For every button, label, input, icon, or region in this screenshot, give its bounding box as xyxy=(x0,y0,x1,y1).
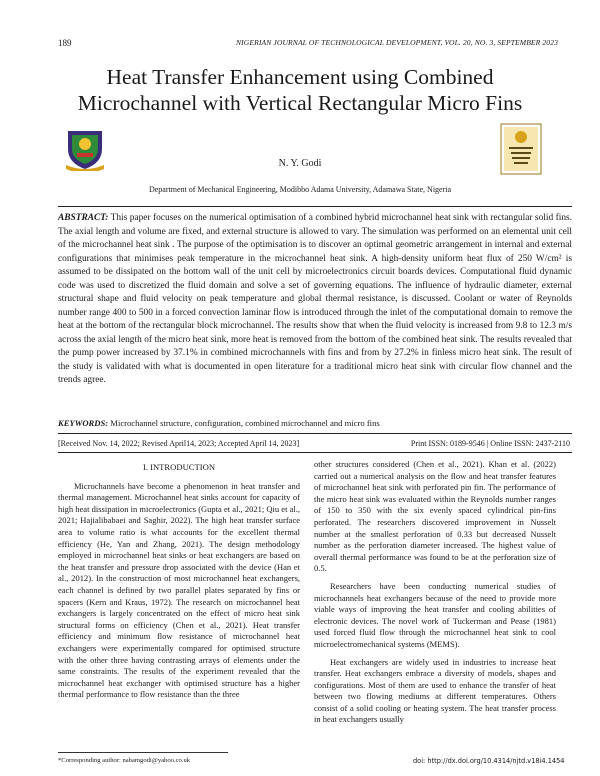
abstract xyxy=(58,212,572,388)
abstract-text: This paper focuses on the numerical optimisation of a combined hybrid microchannel heat sink with rectangular solid fins. The axial length and volume are fixed, and external structure is allowed to vary. The simulation was performed on an elemental unit cell of the microchannel heat sink . The purpose of the optimisation is to discover an optimal geometric arrangement in internal and external configurations that minimises peak temperature in the microchannel heat sink. A high-density uniform heat flux of 250 W/cm² is assumed to be dissipated on the bottom wall of the unit cell by microelectronics circuit boards devices. Computational fluid dynamic code was used to discretized the fluid domain and solve a set of governing equations. The influence of hydraulic diameter, external structural shape and fluid velocity on peak temperature and global thermal resistance, is discussed. Coolant or water of Reynolds number range 400 to 500 in a forced convection laminar flow is introduced through the inlet of the computational domain to remove the heat at the bottom of the rectangular block microchannel. The results show that when the fluid velocity is increased from 9.8 to 12.3 m/s across the axial length of the micro heat sink, more heat is removed from the bottom of the combined heat sink. The results revealed that the pump power increased by 37.1% in combined microchannels with fins and from by 27.2% in finless micro heat sink. The result of the study is validated with what is documented in open literature for a traditional micro heat sink with circular flow channel and the trends agree. xyxy=(58,213,572,385)
left-column xyxy=(58,462,300,701)
journal-header: NIGERIAN JOURNAL OF TECHNOLOGICAL DEVELOPMENT, VOL. 20, NO. 3, SEPTEMBER 2023 xyxy=(236,38,558,47)
paper-title: Heat Transfer Enhancement using Combined Microchannel with Vertical Rectangular Micro Fins xyxy=(77,65,523,115)
section-heading: I. INTRODUCTION xyxy=(142,462,216,472)
page-number: 189 xyxy=(58,38,72,48)
footnote-rule xyxy=(58,752,228,753)
issn-info: Print ISSN: 0189-9546 | Online ISSN: 2437-2110 xyxy=(410,439,570,448)
keywords-text: Microchannel structure, configuration, combined microchannel and micro fins xyxy=(110,418,380,428)
abstract-top-rule xyxy=(58,206,572,207)
paragraph: Heat exchangers are widely used in industries to increase heat transfer. Heat exchangers embrace a diversity of models, shapes and configurations. Most of them are used to enhance the transfer of heat between two flowing mediums at different temperatures. Others consist of a solid cooling or heating system. The heat transfer process in heat exchangers usually xyxy=(314,656,556,725)
received-dates: [Received Nov. 14, 2022; Revised April14, 2023; Accepted April 14, 2023] xyxy=(58,439,300,448)
corresponding-author-footnote: *Corresponding author: nabamgodi@yahoo.co.uk xyxy=(58,757,191,764)
author-name: N. Y. Godi xyxy=(278,158,322,169)
body-top-rule xyxy=(58,452,572,453)
keywords-rule xyxy=(58,433,572,434)
paragraph: Microchannels have become a phenomenon in heat transfer and thermal management. Microchannel heat sinks account for capacity of high heat dissipation in microelectronics (Gupta et al., 2021; Qiu et al., 2021; Hajialibabaei and Saghir, 2022). The high heat transfer surface area to volume ratio is what accounts for the excellent thermal efficiency (He, Yan and Zhang, 2021). The design methodology employed in microchannel heat sinks or heat exchangers are based on the heat transfer and pressure drop associated with the device (Han et al., 2012). In the construction of most microchannel heat exchangers, each channel is defined by two parallel plates separated by fins or spacers (Kern and Kraus, 1972). The research on microchannel heat exchangers is largely concentrated on the effect of micro heat sink structural forms on efficiency (Chen et al., 2021). Heat transfer efficiency and minimum flow resistance of microchannel heat exchangers were experimentally compared for optimised structure with the other three having contrasting arrays of elements under the same constraints. The results of the experiment revealed that the microchannel heat exchanger with optimised structure has a higher thermal performance to flow resistance than the three xyxy=(58,480,300,700)
paragraph: other structures considered (Chen et al., 2021). Khan et al. (2022) carried out a numerical analysis on the flow and heat transfer features of microchannel heat sink with perforated pin fin. The performance of the micro heat sink was evaluated within the Reynolds number ranges of 150 to 350 with the six evenly spaced cylindrical pin-fins perforated. The researchers discovered improvement in Nusselt number at the smallest perforation of 0.33 but decreased Nusselt number as the perforation diameter increased. The highest value of overall thermal performance was found to be at the perforation size of 0.5. xyxy=(314,459,556,574)
paragraph: Researchers have been conducting numerical studies of microchannels heat exchangers because of the need to provide more viable ways of improving the heat transfer and cooling abilities of electronic devices. The novel work of Tuckerman and Pease (1981) used forced fluid flow through the microchannel heat sink to cool microelectromechanical systems (MEMS). xyxy=(314,580,556,649)
journal-cover-icon xyxy=(500,123,542,175)
keywords xyxy=(58,418,572,428)
right-column xyxy=(314,459,556,726)
doi-link[interactable]: doi: http://dx.doi.org/10.4314/njtd.v18i4.1454 xyxy=(413,757,565,765)
author-affiliation: Department of Mechanical Engineering, Modibbo Adama University, Adamawa State, Nigeria xyxy=(148,185,452,194)
keywords-label: KEYWORDS: xyxy=(58,418,109,428)
abstract-label: ABSTRACT: xyxy=(58,213,109,223)
